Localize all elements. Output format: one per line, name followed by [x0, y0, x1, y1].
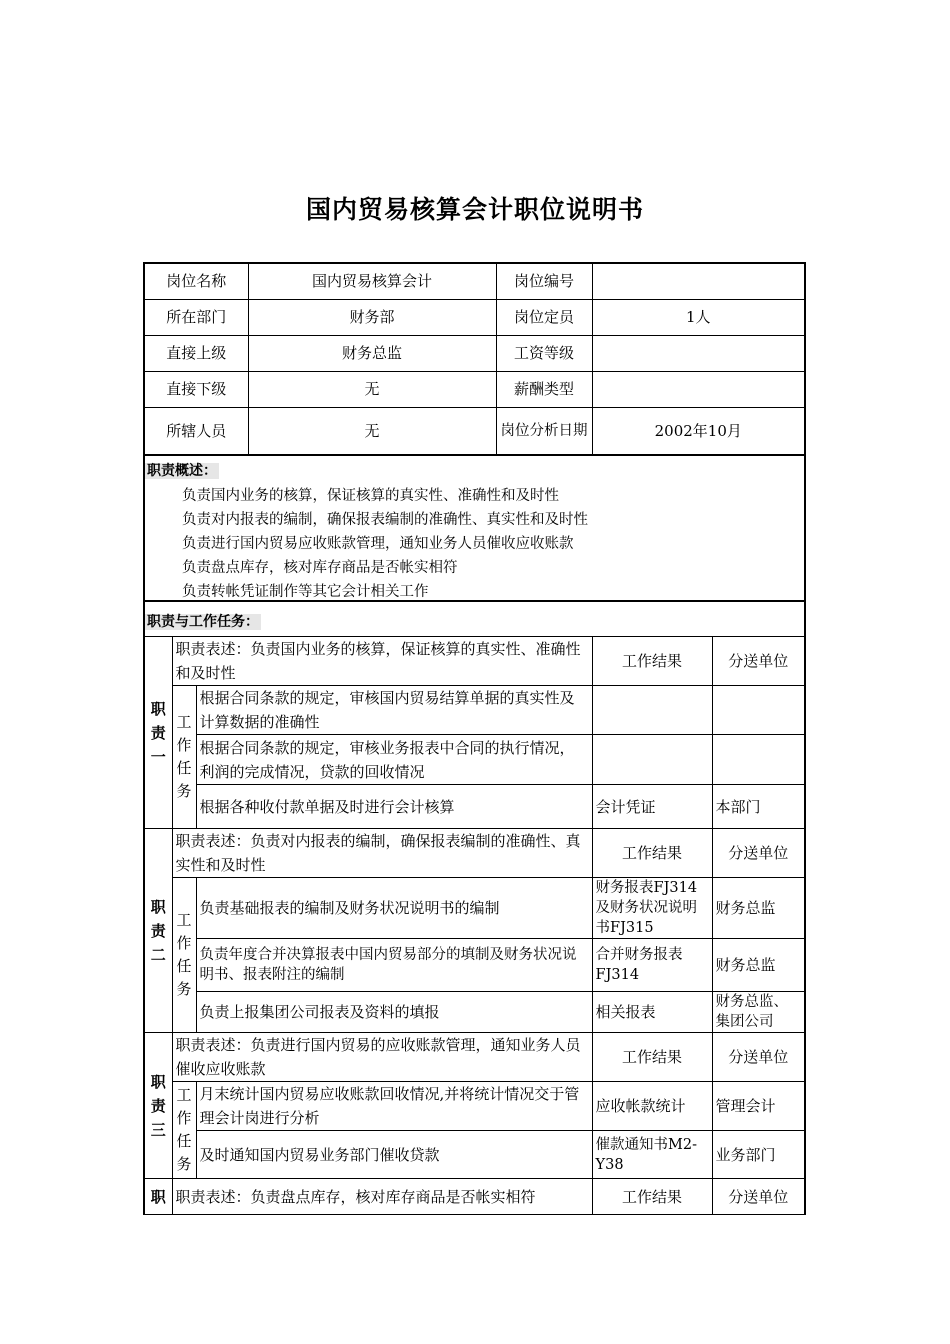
page-title: 国内贸易核算会计职位说明书 — [305, 195, 644, 224]
task-result: 相关报表 — [592, 992, 712, 1033]
label-position-code: 岗位编号 — [496, 263, 592, 299]
duty-description: 职责表述：负责国内业务的核算，保证核算的真实性、准确性和及时性 — [172, 637, 592, 686]
job-description-document — [143, 262, 806, 1215]
label-direct-subordinate: 直接下级 — [144, 371, 248, 407]
task-text: 月末统计国内贸易应收账款回收情况,并将统计情况交于管理会计岗进行分析 — [196, 1082, 592, 1131]
task-dest — [712, 686, 805, 735]
dest-header: 分送单位 — [712, 1033, 805, 1082]
table-row — [144, 335, 805, 371]
duty-label: 职责二 — [144, 829, 172, 1033]
task-label: 工作任务 — [172, 686, 196, 829]
overview-list — [145, 480, 804, 606]
list-item: 负责盘点库存，核对库存商品是否帐实相符 — [182, 560, 458, 576]
table-row — [144, 263, 805, 299]
duty-label: 职责一 — [144, 637, 172, 829]
table-row — [144, 992, 805, 1033]
duty-label: 职责三 — [144, 1033, 172, 1179]
table-row — [144, 1082, 805, 1131]
label-position-name: 岗位名称 — [144, 263, 248, 299]
result-header: 工作结果 — [592, 637, 712, 686]
table-row — [144, 299, 805, 335]
table-row — [144, 637, 805, 686]
table-row — [144, 785, 805, 829]
task-dest: 管理会计 — [712, 1082, 805, 1131]
table-row — [144, 878, 805, 939]
task-result: 应收帐款统计 — [592, 1082, 712, 1131]
basic-info-table — [143, 262, 806, 456]
table-row — [144, 829, 805, 878]
table-row — [144, 1033, 805, 1082]
value-direct-superior: 财务总监 — [248, 335, 496, 371]
duty-description: 职责表述：负责对内报表的编制，确保报表编制的准确性、真实性和及时性 — [172, 829, 592, 878]
task-result: 财务报表FJ314及财务状况说明书FJ315 — [592, 878, 712, 939]
label-department: 所在部门 — [144, 299, 248, 335]
duty-label: 职 — [144, 1179, 172, 1215]
dest-header: 分送单位 — [712, 829, 805, 878]
task-dest: 财务总监 — [712, 939, 805, 992]
task-result — [592, 735, 712, 785]
duties-section-header — [143, 602, 806, 636]
task-dest: 财务总监 — [712, 878, 805, 939]
task-label: 工作任务 — [172, 878, 196, 1033]
task-result: 催款通知书M2-Y38 — [592, 1131, 712, 1179]
value-direct-subordinate: 无 — [248, 371, 496, 407]
value-staff: 无 — [248, 407, 496, 455]
table-row — [144, 686, 805, 735]
duty-description: 职责表述：负责盘点库存，核对库存商品是否帐实相符 — [172, 1179, 592, 1215]
list-item: 负责国内业务的核算，保证核算的真实性、准确性和及时性 — [182, 488, 559, 504]
task-dest — [712, 735, 805, 785]
table-row — [144, 407, 805, 455]
task-result: 会计凭证 — [592, 785, 712, 829]
task-dest: 财务总监、集团公司 — [712, 992, 805, 1033]
duties-heading: 职责与工作任务： — [147, 614, 259, 630]
label-analysis-date: 岗位分析日期 — [496, 407, 592, 455]
task-text: 负责基础报表的编制及财务状况说明书的编制 — [196, 878, 592, 939]
value-position-code — [592, 263, 805, 299]
table-row — [144, 939, 805, 992]
list-item: 负责进行国内贸易应收账款管理，通知业务人员催收应收账款 — [182, 536, 574, 552]
table-row — [144, 371, 805, 407]
dest-header: 分送单位 — [712, 637, 805, 686]
list-item: 负责对内报表的编制，确保报表编制的准确性、真实性和及时性 — [182, 512, 588, 528]
task-dest: 业务部门 — [712, 1131, 805, 1179]
label-staff: 所辖人员 — [144, 407, 248, 455]
task-text: 根据各种收付款单据及时进行会计核算 — [196, 785, 592, 829]
task-dest: 本部门 — [712, 785, 805, 829]
task-text: 负责上报集团公司报表及资料的填报 — [196, 992, 592, 1033]
task-result: 合并财务报表FJ314 — [592, 939, 712, 992]
result-header: 工作结果 — [592, 1033, 712, 1082]
overview-heading: 职责概述： — [147, 463, 217, 479]
result-header: 工作结果 — [592, 829, 712, 878]
task-label: 工作任务 — [172, 1082, 196, 1179]
value-pay-type — [592, 371, 805, 407]
duty-description: 职责表述：负责进行国内贸易的应收账款管理，通知业务人员催收应收账款 — [172, 1033, 592, 1082]
duties-table — [143, 636, 806, 1215]
value-department: 财务部 — [248, 299, 496, 335]
label-salary-grade: 工资等级 — [496, 335, 592, 371]
task-text: 及时通知国内贸易业务部门催收贷款 — [196, 1131, 592, 1179]
table-row — [144, 1179, 805, 1215]
label-direct-superior: 直接上级 — [144, 335, 248, 371]
value-salary-grade — [592, 335, 805, 371]
value-analysis-date: 2002年10月 — [592, 407, 805, 455]
task-text: 负责年度合并决算报表中国内贸易部分的填制及财务状况说明书、报表附注的编制 — [196, 939, 592, 992]
dest-header: 分送单位 — [712, 1179, 805, 1215]
value-position-name: 国内贸易核算会计 — [248, 263, 496, 299]
label-pay-type: 薪酬类型 — [496, 371, 592, 407]
overview-section — [143, 456, 806, 602]
result-header: 工作结果 — [592, 1179, 712, 1215]
task-result — [592, 686, 712, 735]
task-text: 根据合同条款的规定，审核国内贸易结算单据的真实性及计算数据的准确性 — [196, 686, 592, 735]
value-headcount: 1人 — [592, 299, 805, 335]
table-row — [144, 735, 805, 785]
label-headcount: 岗位定员 — [496, 299, 592, 335]
task-text: 根据合同条款的规定，审核业务报表中合同的执行情况，利润的完成情况，贷款的回收情况 — [196, 735, 592, 785]
list-item: 负责转帐凭证制作等其它会计相关工作 — [182, 584, 429, 600]
table-row — [144, 1131, 805, 1179]
